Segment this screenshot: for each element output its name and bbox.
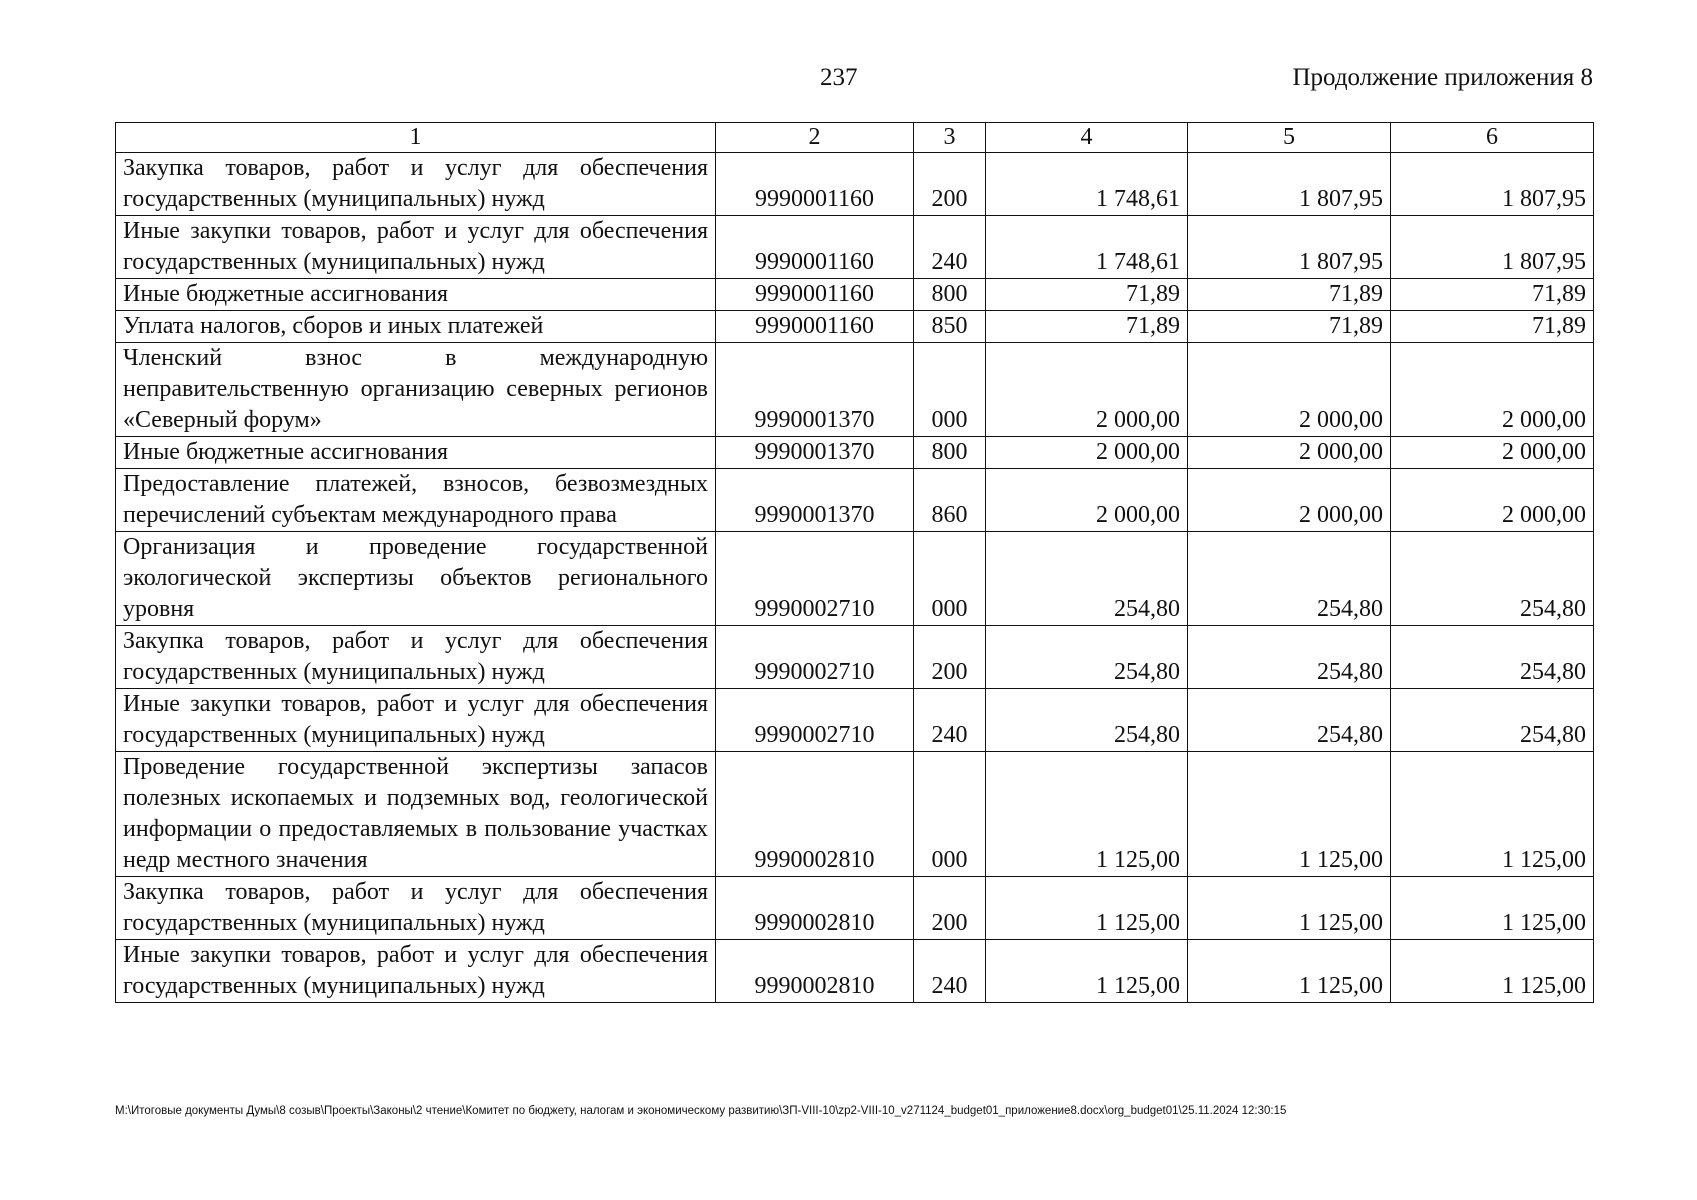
- amount-cell: 2 000,00: [1188, 343, 1391, 437]
- amount-cell: 71,89: [986, 279, 1188, 311]
- target-article-cell: 9990002710: [716, 689, 914, 752]
- expense-kind-cell: 200: [914, 153, 986, 216]
- amount-cell: 1 807,95: [1188, 216, 1391, 279]
- table-row: [116, 689, 1594, 752]
- amount-cell: 254,80: [986, 532, 1188, 626]
- amount-cell: 254,80: [1391, 532, 1594, 626]
- amount-cell: 1 125,00: [1391, 752, 1594, 877]
- expense-name-cell: Иные закупки товаров, работ и услуг для обеспечения государственных (муниципальных) нужд: [116, 689, 716, 752]
- amount-cell: 2 000,00: [986, 437, 1188, 469]
- amount-cell: 1 807,95: [1188, 153, 1391, 216]
- amount-cell: 1 748,61: [986, 153, 1188, 216]
- amount-cell: 2 000,00: [1391, 343, 1594, 437]
- expense-kind-cell: 000: [914, 532, 986, 626]
- target-article-cell: 9990002710: [716, 532, 914, 626]
- table-row: [116, 153, 1594, 216]
- expense-kind-cell: 800: [914, 279, 986, 311]
- expense-kind-cell: 860: [914, 469, 986, 532]
- expense-kind-cell: 000: [914, 752, 986, 877]
- column-header: 6: [1391, 123, 1594, 153]
- amount-cell: 2 000,00: [1391, 437, 1594, 469]
- amount-cell: 2 000,00: [986, 469, 1188, 532]
- amount-cell: 2 000,00: [1391, 469, 1594, 532]
- table-row: [116, 626, 1594, 689]
- amount-cell: 254,80: [1188, 626, 1391, 689]
- target-article-cell: 9990002710: [716, 626, 914, 689]
- expense-kind-cell: 850: [914, 311, 986, 343]
- target-article-cell: 9990001370: [716, 437, 914, 469]
- expense-kind-cell: 240: [914, 216, 986, 279]
- amount-cell: 254,80: [1391, 626, 1594, 689]
- table-row: [116, 469, 1594, 532]
- expense-name-cell: Иные закупки товаров, работ и услуг для обеспечения государственных (муниципальных) нужд: [116, 940, 716, 1003]
- target-article-cell: 9990002810: [716, 752, 914, 877]
- expense-name-cell: Закупка товаров, работ и услуг для обеспечения государственных (муниципальных) нужд: [116, 877, 716, 940]
- expense-kind-cell: 240: [914, 689, 986, 752]
- appendix-continuation-label: Продолжение приложения 8: [1292, 64, 1593, 91]
- table-row: [116, 752, 1594, 877]
- column-header: 1: [116, 123, 716, 153]
- target-article-cell: 9990002810: [716, 940, 914, 1003]
- column-header: 4: [986, 123, 1188, 153]
- amount-cell: 1 125,00: [986, 752, 1188, 877]
- amount-cell: 1 748,61: [986, 216, 1188, 279]
- expense-name-cell: Членский взнос в международную неправительственную организацию северных регионов «Северный форум»: [116, 343, 716, 437]
- amount-cell: 1 125,00: [1391, 877, 1594, 940]
- target-article-cell: 9990001160: [716, 279, 914, 311]
- amount-cell: 2 000,00: [1188, 469, 1391, 532]
- expense-name-cell: Организация и проведение государственной экологической экспертизы объектов регионального уровня: [116, 532, 716, 626]
- amount-cell: 1 125,00: [1188, 940, 1391, 1003]
- table-row: [116, 343, 1594, 437]
- column-header: 2: [716, 123, 914, 153]
- column-header: 3: [914, 123, 986, 153]
- amount-cell: 1 807,95: [1391, 153, 1594, 216]
- amount-cell: 1 125,00: [1391, 940, 1594, 1003]
- target-article-cell: 9990001370: [716, 343, 914, 437]
- expense-name-cell: Иные закупки товаров, работ и услуг для обеспечения государственных (муниципальных) нужд: [116, 216, 716, 279]
- amount-cell: 71,89: [1188, 311, 1391, 343]
- expense-name-cell: Иные бюджетные ассигнования: [116, 279, 716, 311]
- budget-table: [115, 122, 1594, 1003]
- target-article-cell: 9990001160: [716, 311, 914, 343]
- target-article-cell: 9990001370: [716, 469, 914, 532]
- table-row: [116, 532, 1594, 626]
- table-header-row: [116, 123, 1594, 153]
- amount-cell: 71,89: [986, 311, 1188, 343]
- expense-name-cell: Предоставление платежей, взносов, безвозмездных перечислений субъектам международного права: [116, 469, 716, 532]
- expense-name-cell: Проведение государственной экспертизы запасов полезных ископаемых и подземных вод, геологической информации о предоставляемых в пользование участках недр местного значения: [116, 752, 716, 877]
- amount-cell: 1 125,00: [1188, 752, 1391, 877]
- amount-cell: 1 125,00: [1188, 877, 1391, 940]
- amount-cell: 2 000,00: [986, 343, 1188, 437]
- expense-name-cell: Уплата налогов, сборов и иных платежей: [116, 311, 716, 343]
- amount-cell: 1 125,00: [986, 877, 1188, 940]
- target-article-cell: 9990001160: [716, 216, 914, 279]
- document-path-footer: M:\Итоговые документы Думы\8 созыв\Проекты\Законы\2 чтение\Комитет по бюджету, налогам и экономическому развитию\ЗП-VIII-10\zp2-VIII-10_v271124_budget01_приложение8.docx\org_budget01\25.11.2024 12:30:15: [115, 1105, 1287, 1117]
- amount-cell: 1 807,95: [1391, 216, 1594, 279]
- amount-cell: 254,80: [986, 626, 1188, 689]
- page-number: 237: [820, 64, 858, 91]
- amount-cell: 254,80: [1188, 689, 1391, 752]
- expense-kind-cell: 000: [914, 343, 986, 437]
- table-row: [116, 279, 1594, 311]
- table-body: [116, 153, 1594, 1003]
- table-row: [116, 877, 1594, 940]
- expense-kind-cell: 200: [914, 626, 986, 689]
- amount-cell: 254,80: [986, 689, 1188, 752]
- target-article-cell: 9990001160: [716, 153, 914, 216]
- expense-kind-cell: 240: [914, 940, 986, 1003]
- target-article-cell: 9990002810: [716, 877, 914, 940]
- expense-kind-cell: 200: [914, 877, 986, 940]
- amount-cell: 1 125,00: [986, 940, 1188, 1003]
- amount-cell: 254,80: [1188, 532, 1391, 626]
- amount-cell: 71,89: [1188, 279, 1391, 311]
- expense-name-cell: Иные бюджетные ассигнования: [116, 437, 716, 469]
- expense-name-cell: Закупка товаров, работ и услуг для обеспечения государственных (муниципальных) нужд: [116, 626, 716, 689]
- expense-kind-cell: 800: [914, 437, 986, 469]
- table-row: [116, 311, 1594, 343]
- table-row: [116, 940, 1594, 1003]
- column-header: 5: [1188, 123, 1391, 153]
- amount-cell: 71,89: [1391, 311, 1594, 343]
- table-row: [116, 216, 1594, 279]
- amount-cell: 2 000,00: [1188, 437, 1391, 469]
- table-row: [116, 437, 1594, 469]
- amount-cell: 71,89: [1391, 279, 1594, 311]
- amount-cell: 254,80: [1391, 689, 1594, 752]
- expense-name-cell: Закупка товаров, работ и услуг для обеспечения государственных (муниципальных) нужд: [116, 153, 716, 216]
